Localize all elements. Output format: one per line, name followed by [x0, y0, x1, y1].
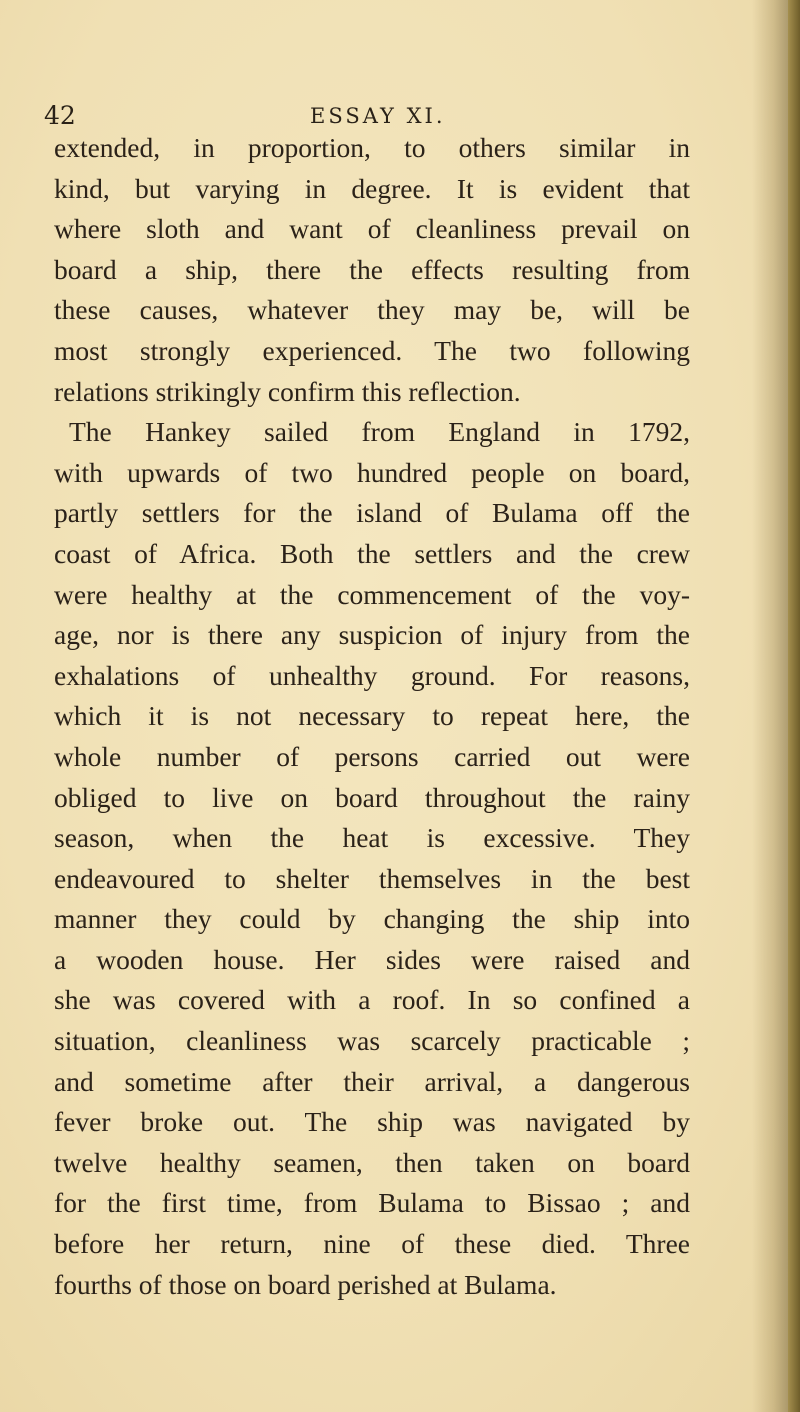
- text-line: age, nor is there any suspicion of injury from the: [54, 619, 690, 651]
- text-line: coast of Africa. Both the settlers and the crew: [54, 537, 690, 569]
- text-line: she was covered with a roof. In so confined a: [54, 984, 690, 1016]
- running-head: ESSAY XI.: [310, 104, 446, 128]
- spine-edge: [788, 0, 800, 1412]
- text-line: manner they could by changing the ship into: [54, 903, 690, 935]
- text-line: these causes, whatever they may be, will be: [54, 294, 690, 326]
- text-line: relations strikingly confirm this reflection.: [54, 375, 521, 407]
- text-line: extended, in proportion, to others similar in: [54, 132, 690, 163]
- text-line: which it is not necessary to repeat here, the: [54, 700, 690, 732]
- text-line: with upwards of two hundred people on board,: [54, 456, 690, 488]
- text-line: most strongly experienced. The two following: [54, 334, 690, 366]
- text-line: a wooden house. Her sides were raised and: [54, 943, 690, 975]
- text-line: exhalations of unhealthy ground. For reasons,: [54, 659, 690, 691]
- text-line: for the first time, from Bulama to Bissao ; and: [54, 1187, 690, 1219]
- text-line: fever broke out. The ship was navigated by: [54, 1106, 690, 1138]
- text-line: board a ship, there the effects resulting from: [54, 253, 690, 285]
- text-line: endeavoured to shelter themselves in the best: [54, 862, 690, 894]
- text-line: fourths of those on board perished at Bulama.: [54, 1268, 557, 1300]
- text-line: where sloth and want of cleanliness prevail on: [54, 213, 690, 245]
- text-line: were healthy at the commencement of the voy-: [54, 578, 690, 610]
- text-line: before her return, nine of these died. Three: [54, 1228, 690, 1260]
- text-line: situation, cleanliness was scarcely practicable ;: [54, 1025, 690, 1057]
- text-line: and sometime after their arrival, a dangerous: [54, 1065, 690, 1097]
- text-line: partly settlers for the island of Bulama off the: [54, 497, 690, 529]
- text-line: season, when the heat is excessive. They: [54, 822, 690, 854]
- body-text: [54, 128, 690, 1305]
- text-line: twelve healthy seamen, then taken on board: [54, 1146, 690, 1178]
- page-number: 42: [44, 101, 76, 130]
- text-line: whole number of persons carried out were: [54, 740, 690, 772]
- text-line: The Hankey sailed from England in 1792,: [69, 416, 690, 448]
- text-line: obliged to live on board throughout the rainy: [54, 781, 690, 813]
- text-line: kind, but varying in degree. It is evident that: [54, 172, 690, 204]
